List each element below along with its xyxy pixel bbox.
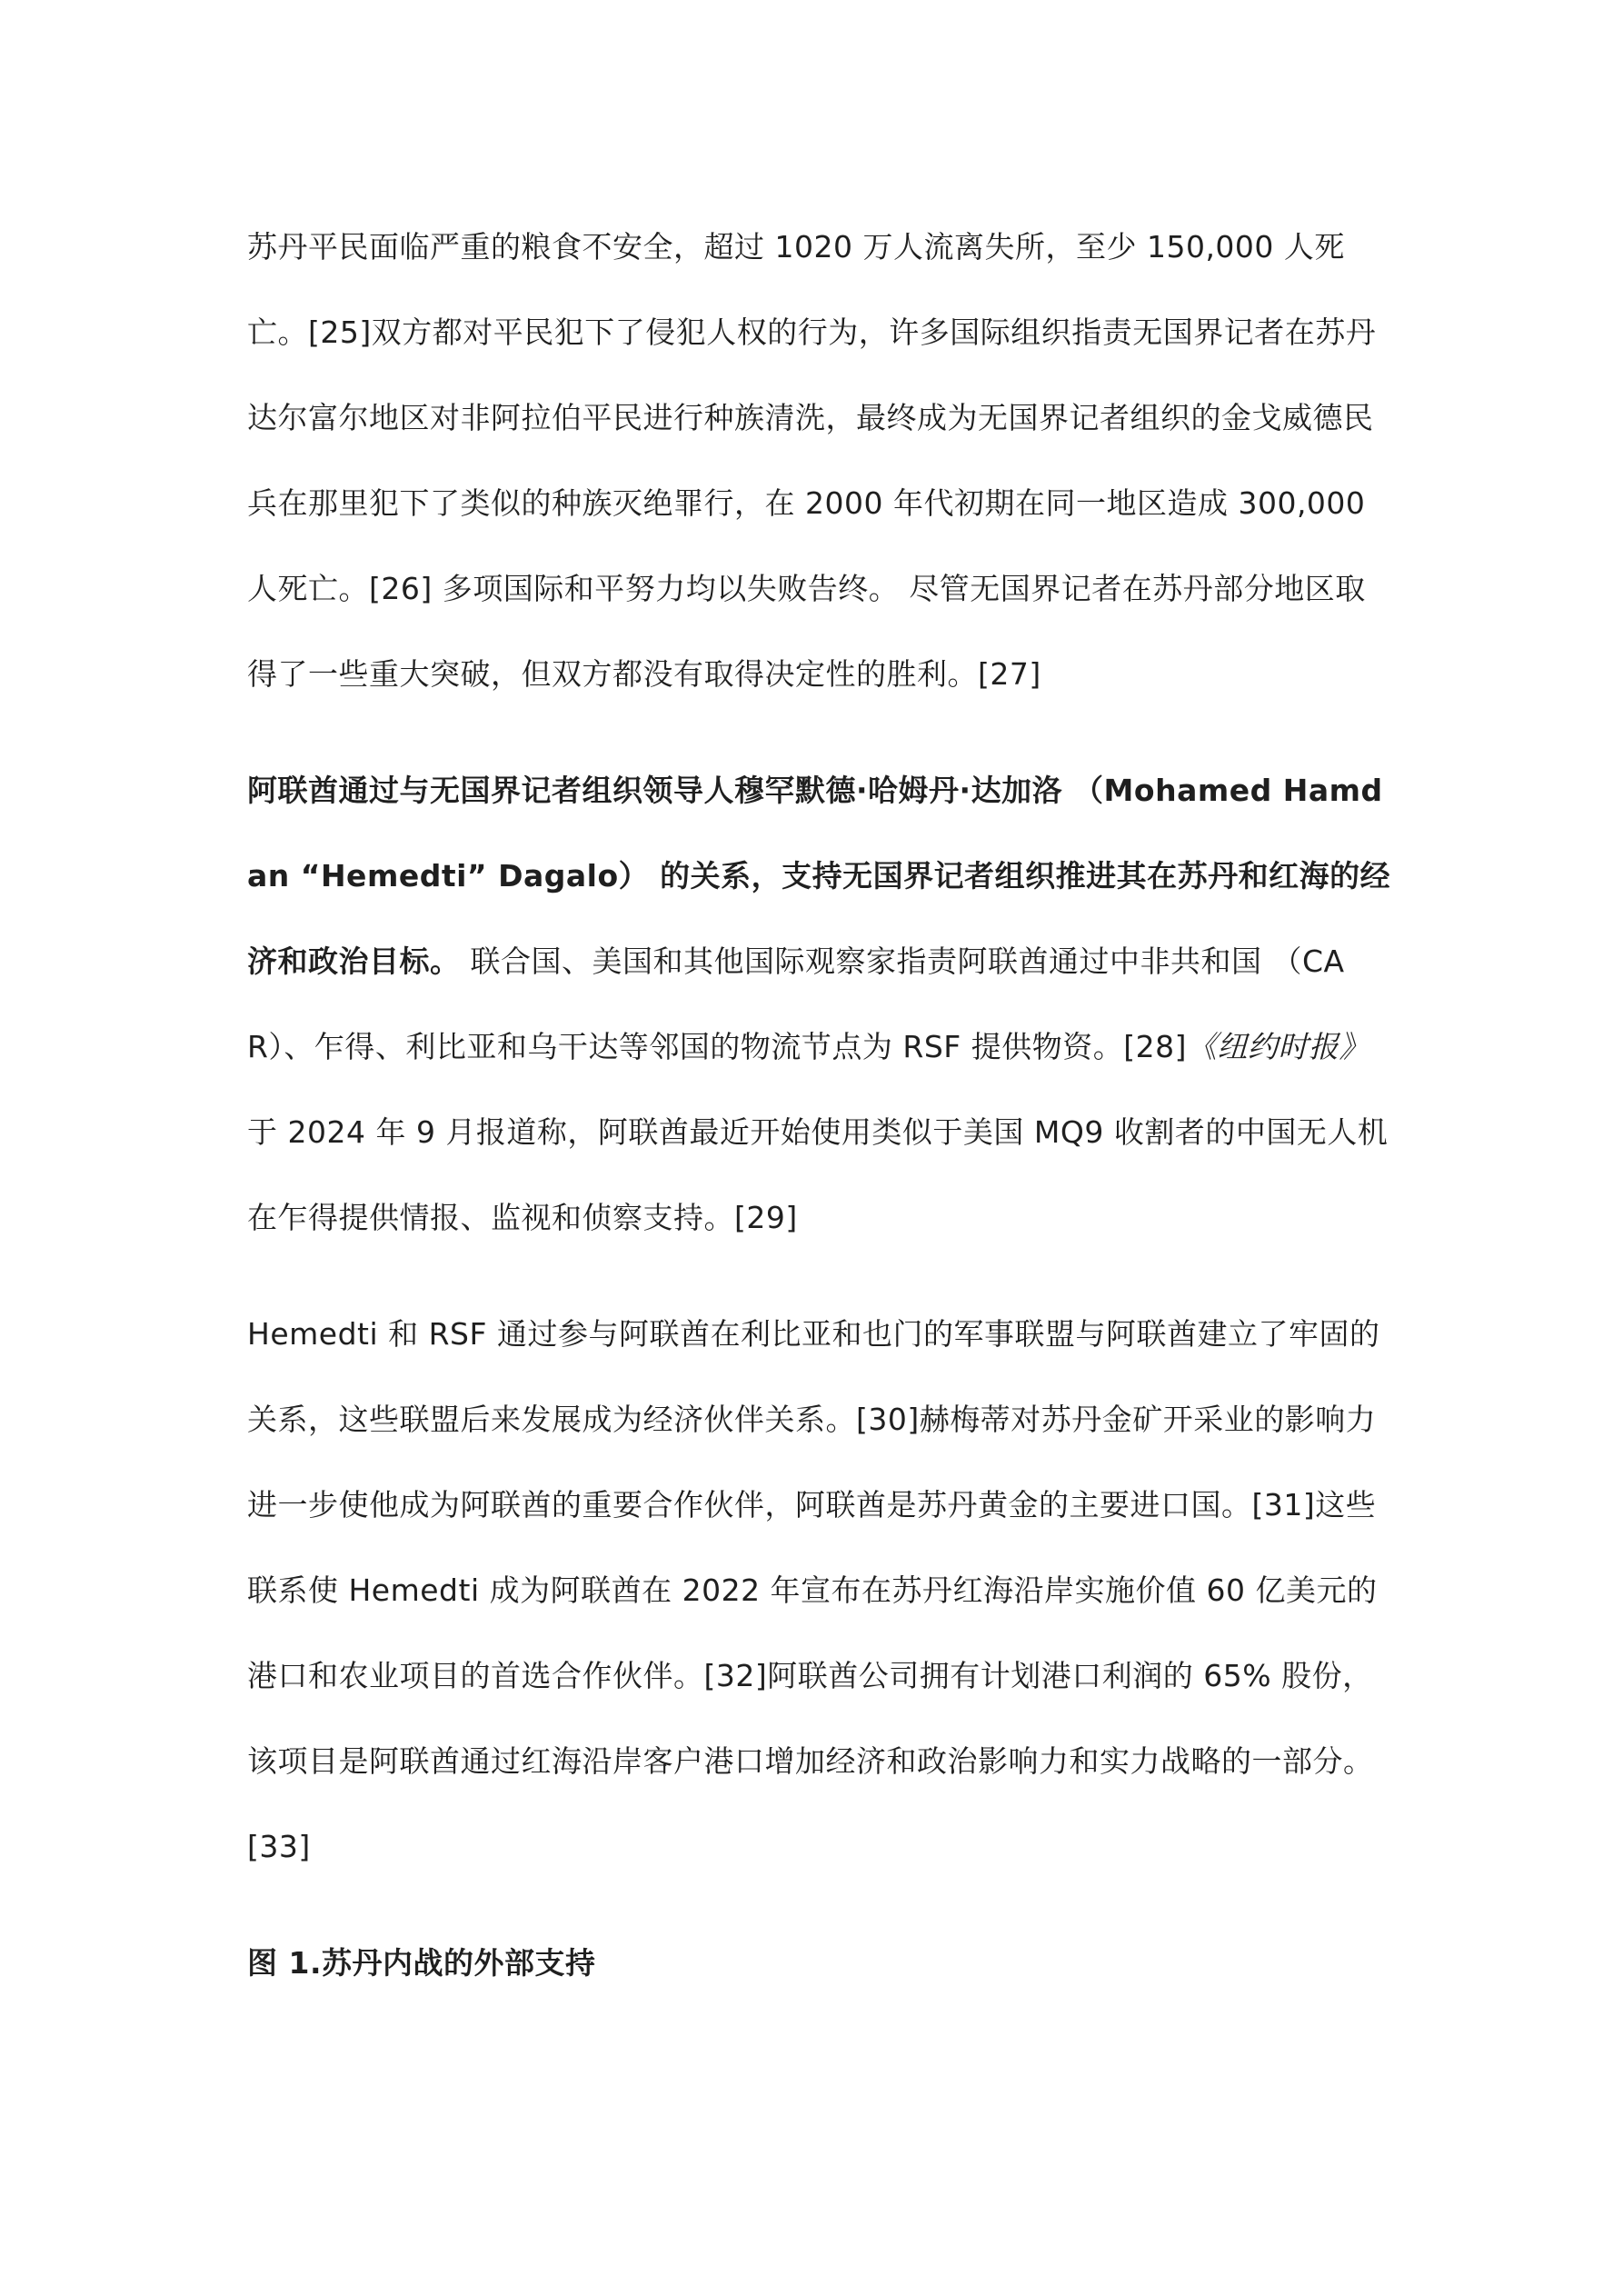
paragraph-bold-lead: 阿联酋通过与无国界记者组织领导人穆罕默德·哈姆丹·达加洛 （Mohamed Hamdan “Hemedti” Dagalo） 的关系，支持无国界记者组织推进其在苏丹和红海的经济和政治目标。 bbox=[247, 773, 1391, 979]
newspaper-title: 《纽约时报》 bbox=[1187, 1029, 1370, 1064]
paragraph-uae-support bbox=[247, 748, 1392, 1261]
paragraph-spacer bbox=[247, 1890, 1392, 1921]
paragraph-text: 苏丹平民面临严重的粮食不安全，超过 1020 万人流离失所，至少 150,000 人死亡。[25]双方都对平民犯下了侵犯人权的行为，许多国际组织指责无国界记者在苏丹达尔富尔地区对非阿拉伯平民进行种族清洗，最终成为无国界记者组织的金戈威德民兵在那里犯下了类似的种族灭绝罪行，在 2000 年代初期在同一地区造成 300,000 人死亡。[26] 多项国际和平努力均以失败告终。 尽管无国界记者在苏丹部分地区取得了一些重大突破，但双方都没有取得决定性的胜利。[27] bbox=[247, 229, 1377, 692]
paragraph-text: 联合国、美国和其他国际观察家指责阿联酋通过中非共和国 （CAR）、乍得、利比亚和乌干达等邻国的物流节点为 RSF 提供物资。[28] bbox=[247, 943, 1345, 1064]
paragraph-text: 于 2024 年 9 月报道称，阿联酋最近开始使用类似于美国 MQ9 收割者的中国无人机在乍得提供情报、监视和侦察支持。[29] bbox=[247, 1114, 1389, 1235]
paragraph-civilian-situation bbox=[247, 205, 1392, 717]
paragraph-hemedti-relations bbox=[247, 1292, 1392, 1890]
paragraph-spacer bbox=[247, 717, 1392, 748]
figure-caption: 图 1.苏丹内战的外部支持 bbox=[247, 1945, 596, 1981]
document-body bbox=[247, 205, 1392, 2006]
paragraph-spacer bbox=[247, 1261, 1392, 1292]
paragraph-text: Hemedti 和 RSF 通过参与阿联酋在利比亚和也门的军事联盟与阿联酋建立了牢固的关系，这些联盟后来发展成为经济伙伴关系。[30]赫梅蒂对苏丹金矿开采业的影响力进一步使他成为阿联酋的重要合作伙伴，阿联酋是苏丹黄金的主要进口国。[31]这些联系使 Hemedti 成为阿联酋在 2022 年宣布在苏丹红海沿岸实施价值 60 亿美元的港口和农业项目的首选合作伙伴。[32]阿联酋公司拥有计划港口利润的 65% 股份，该项目是阿联酋通过红海沿岸客户港口增加经济和政治影响力和实力战略的一部分。[33] bbox=[247, 1316, 1380, 1864]
